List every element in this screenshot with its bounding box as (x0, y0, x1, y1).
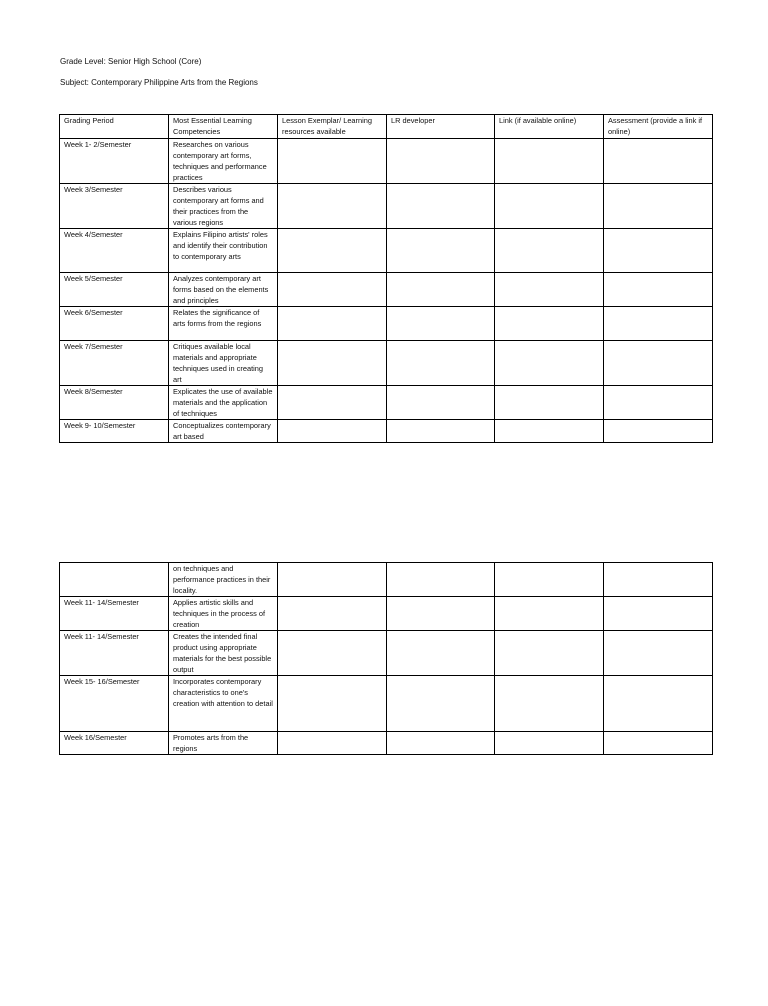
table-row (60, 307, 713, 341)
competency-cell: Incorporates contemporary characteristics to one's creation with attention to detail (169, 676, 278, 732)
link-cell[interactable] (495, 139, 604, 184)
subject-line: Subject: Contemporary Philippine Arts from the Regions (60, 78, 258, 87)
header-assessment: Assessment (provide a link if online) (604, 115, 713, 139)
competency-cell: Promotes arts from the regions (169, 732, 278, 755)
lesson-exemplar-cell[interactable] (278, 341, 387, 386)
link-cell[interactable] (495, 341, 604, 386)
lesson-exemplar-cell[interactable] (278, 386, 387, 420)
competency-table-page-2 (59, 562, 713, 755)
table-header-row (60, 115, 713, 139)
lr-developer-cell[interactable] (387, 139, 495, 184)
assessment-cell[interactable] (604, 341, 713, 386)
lr-developer-cell[interactable] (387, 307, 495, 341)
assessment-cell[interactable] (604, 307, 713, 341)
link-cell[interactable] (495, 631, 604, 676)
grading-period-cell (60, 563, 169, 597)
grading-period-cell: Week 16/Semester (60, 732, 169, 755)
grading-period-cell: Week 1- 2/Semester (60, 139, 169, 184)
table-row (60, 732, 713, 755)
grading-period-cell: Week 11- 14/Semester (60, 631, 169, 676)
lr-developer-cell[interactable] (387, 229, 495, 273)
lesson-exemplar-cell[interactable] (278, 563, 387, 597)
competency-table-page-1 (59, 114, 713, 443)
link-cell[interactable] (495, 732, 604, 755)
table-row (60, 229, 713, 273)
lr-developer-cell[interactable] (387, 420, 495, 443)
lesson-exemplar-cell[interactable] (278, 184, 387, 229)
lr-developer-cell[interactable] (387, 597, 495, 631)
table-row (60, 139, 713, 184)
header-lesson-exemplar: Lesson Exemplar/ Learning resources available (278, 115, 387, 139)
grading-period-cell: Week 4/Semester (60, 229, 169, 273)
competency-cell: Applies artistic skills and techniques in the process of creation (169, 597, 278, 631)
table-row (60, 563, 713, 597)
link-cell[interactable] (495, 676, 604, 732)
link-cell[interactable] (495, 386, 604, 420)
grading-period-cell: Week 5/Semester (60, 273, 169, 307)
table-row (60, 597, 713, 631)
assessment-cell[interactable] (604, 229, 713, 273)
header-lr-developer: LR developer (387, 115, 495, 139)
lesson-exemplar-cell[interactable] (278, 307, 387, 341)
lr-developer-cell[interactable] (387, 341, 495, 386)
competency-cell: Explains Filipino artists' roles and identify their contribution to contemporary arts (169, 229, 278, 273)
assessment-cell[interactable] (604, 676, 713, 732)
grade-level-line: Grade Level: Senior High School (Core) (60, 57, 202, 66)
link-cell[interactable] (495, 229, 604, 273)
assessment-cell[interactable] (604, 420, 713, 443)
grading-period-cell: Week 3/Semester (60, 184, 169, 229)
grading-period-cell: Week 8/Semester (60, 386, 169, 420)
link-cell[interactable] (495, 563, 604, 597)
competency-cell: Explicates the use of available materials and the application of techniques (169, 386, 278, 420)
lr-developer-cell[interactable] (387, 184, 495, 229)
competency-cell: Conceptualizes contemporary art based (169, 420, 278, 443)
lesson-exemplar-cell[interactable] (278, 676, 387, 732)
competency-cell: Researches on various contemporary art forms, techniques and performance practices (169, 139, 278, 184)
header-link: Link (if available online) (495, 115, 604, 139)
assessment-cell[interactable] (604, 631, 713, 676)
assessment-cell[interactable] (604, 273, 713, 307)
grading-period-cell: Week 11- 14/Semester (60, 597, 169, 631)
assessment-cell[interactable] (604, 386, 713, 420)
lesson-exemplar-cell[interactable] (278, 420, 387, 443)
competency-cell: Critiques available local materials and appropriate techniques used in creating art (169, 341, 278, 386)
assessment-cell[interactable] (604, 732, 713, 755)
link-cell[interactable] (495, 307, 604, 341)
lesson-exemplar-cell[interactable] (278, 732, 387, 755)
lr-developer-cell[interactable] (387, 563, 495, 597)
lr-developer-cell[interactable] (387, 676, 495, 732)
lesson-exemplar-cell[interactable] (278, 139, 387, 184)
grading-period-cell: Week 7/Semester (60, 341, 169, 386)
competency-cell: Describes various contemporary art forms and their practices from the various regions (169, 184, 278, 229)
lr-developer-cell[interactable] (387, 732, 495, 755)
table-row (60, 341, 713, 386)
link-cell[interactable] (495, 184, 604, 229)
table-row (60, 631, 713, 676)
table-row (60, 386, 713, 420)
competency-cell: Creates the intended final product using appropriate materials for the best possible output (169, 631, 278, 676)
table-row (60, 676, 713, 732)
grading-period-cell: Week 6/Semester (60, 307, 169, 341)
lesson-exemplar-cell[interactable] (278, 597, 387, 631)
competency-cell: Relates the significance of arts forms from the regions (169, 307, 278, 341)
lr-developer-cell[interactable] (387, 273, 495, 307)
assessment-cell[interactable] (604, 597, 713, 631)
table-row (60, 273, 713, 307)
link-cell[interactable] (495, 273, 604, 307)
link-cell[interactable] (495, 597, 604, 631)
header-competencies: Most Essential Learning Competencies (169, 115, 278, 139)
lesson-exemplar-cell[interactable] (278, 229, 387, 273)
grading-period-cell: Week 9- 10/Semester (60, 420, 169, 443)
assessment-cell[interactable] (604, 563, 713, 597)
header-grading-period: Grading Period (60, 115, 169, 139)
lr-developer-cell[interactable] (387, 631, 495, 676)
lesson-exemplar-cell[interactable] (278, 631, 387, 676)
link-cell[interactable] (495, 420, 604, 443)
lesson-exemplar-cell[interactable] (278, 273, 387, 307)
competency-cell: Analyzes contemporary art forms based on the elements and principles (169, 273, 278, 307)
competency-cell: on techniques and performance practices in their locality. (169, 563, 278, 597)
assessment-cell[interactable] (604, 184, 713, 229)
assessment-cell[interactable] (604, 139, 713, 184)
grading-period-cell: Week 15- 16/Semester (60, 676, 169, 732)
table-row (60, 420, 713, 443)
table-row (60, 184, 713, 229)
lr-developer-cell[interactable] (387, 386, 495, 420)
